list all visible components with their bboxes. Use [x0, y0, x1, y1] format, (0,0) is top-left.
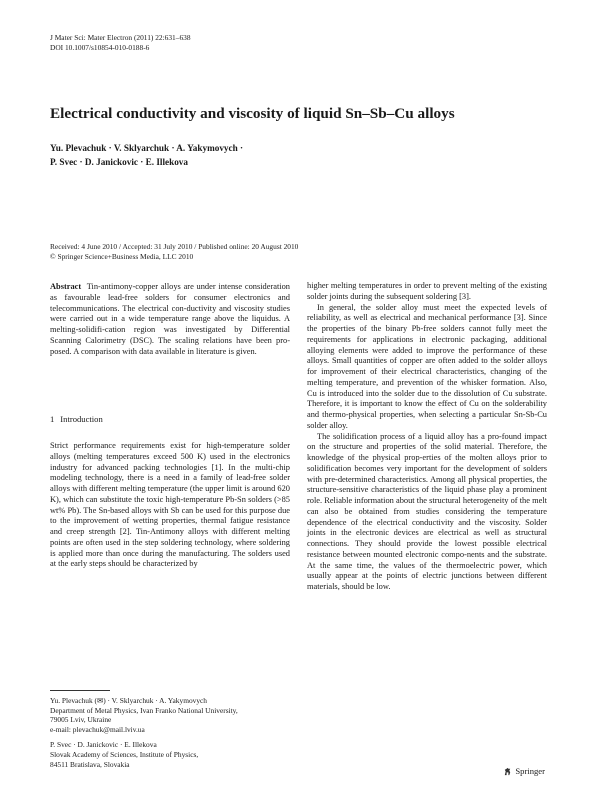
affiliation-1-dept: Department of Metal Physics, Ivan Franko National University, [50, 705, 238, 715]
right-column [307, 281, 547, 593]
journal-citation: J Mater Sci: Mater Electron (2011) 22:631–638 [50, 33, 191, 42]
affiliation-2-institute: Slovak Academy of Sciences, Institute of Physics, [50, 749, 199, 759]
abstract-block [50, 282, 290, 357]
section-heading [50, 414, 103, 424]
author-line-1: Yu. Plevachuk · V. Sklyarchuk · A. Yakymovych · [50, 143, 244, 153]
section-number: 1 [50, 414, 55, 424]
affiliation-2-city: 84511 Bratislava, Slovakia [50, 759, 130, 769]
right-paragraph-0: higher melting temperatures in order to prevent melting of the existing solder joints during the subsequent soldering [3]. [307, 281, 547, 301]
affiliations [50, 696, 238, 769]
section-title: Introduction [60, 414, 103, 424]
footnote-divider [50, 690, 110, 691]
affiliation-1-email[interactable]: e-mail: plevachuk@mail.lviv.ua [50, 724, 145, 734]
affiliation-1-authors: Yu. Plevachuk (✉) · V. Sklyarchuk · A. Yakymovych [50, 696, 208, 705]
dates-line: Received: 4 June 2010 / Accepted: 31 July 2010 / Published online: 20 August 2010 [50, 242, 299, 251]
springer-horse-icon [503, 767, 512, 776]
right-paragraph-2: The solidification process of a liquid alloy has a pro-found impact on the structure and properties of the solid material. Therefore, the knowledge of the physical prop-erties of the molten alloys prior to solidification becomes very important for the development of solders with pre-determined characteristics. Among all physical properties, the structure-sensitive characteristics of the liquid phase play a prominent role. Reliable information about the structural heterogeneity of the melt can also be obtained from studies considering the temperature dependence of the electrical conductivity and the viscosity. Solder joints in the electronic devices are electrical as well as structural connections. They should provide the lowest possible electrical resistance between mounted electronic compo-nents and the substrate. At the same time, the values of the thermoelectric power, which usually appear at the points of electric junctions between different materials, should be low. [307, 431, 547, 591]
article-title: Electrical conductivity and viscosity of liquid Sn–Sb–Cu alloys [50, 105, 455, 122]
intro-paragraph-1: Strict performance requirements exist for high-temperature solder alloys (melting temperatures exceed 500 K) used in the electronics industry for advanced packing technologies [1]. In the multi-chip modeling technology, there is a need in a family of lead-free solder alloys with different melting temperature (the upper limit is around 620 K), which can substitute the toxic high-temperature Pb-Sn solders (>85 wt% Pb). The Sn-based alloys with Sb can be used for this purpose due to the improvement of wetting properties, thermal fatigue resistance and creep strength [2]. Tin-Antimony alloys with different melting points are often used in the step soldering technology, where soldering is applied more than once during the manufacturing. The solders used at the early steps should be characterized by [50, 441, 290, 569]
affiliation-2-authors: P. Svec · D. Janickovic · E. Illekova [50, 740, 157, 750]
publisher-name: Springer [515, 766, 545, 776]
publisher-logo [503, 766, 545, 776]
author-list [50, 141, 243, 169]
abstract-text: Tin-antimony-copper alloys are under intense consideration as favourable lead-free solders for consumer electronics and telecommunications. The electrical con-ductivity and viscosity studies were carried out in a wide temperature range above the liquidus. A melting-solidifi-cation region was investigated by Differential Scanning Calorimetry (DSC). The scaling relations have been pro-posed. A comparison with data available in literature is given. [50, 282, 290, 356]
affiliation-1-city: 79005 Lviv, Ukraine [50, 715, 112, 725]
author-line-2: P. Svec · D. Janickovic · E. Illekova [50, 157, 188, 167]
publication-dates [50, 242, 298, 262]
abstract-heading: Abstract [50, 282, 82, 291]
doi[interactable]: DOI 10.1007/s10854-010-0188-6 [50, 43, 150, 52]
intro-left-column [50, 441, 290, 570]
copyright-line: © Springer Science+Business Media, LLC 2010 [50, 252, 194, 261]
right-paragraph-1: In general, the solder alloy must meet the expected levels of reliability, as well as electrical and mechanical performance [3]. Since the properties of the binary Pb-free solders cannot fully meet the requirements for applications in electronic packaging, additional alloying elements were added to improve the performance of these alloys. Small quantities of copper are often added to the solder alloys for improvement of their electrical characteristics, changing of the melting temperature, and prevention of the whisker formation. Also, Cu is introduced into the solder due to the dissolution of Cu substrate. Therefore, it is important to know the effect of Cu on the solderability and thermo-physical properties, when selecting a particular Sn-Sb-Cu solder alloy. [307, 302, 547, 430]
journal-header [50, 33, 191, 53]
